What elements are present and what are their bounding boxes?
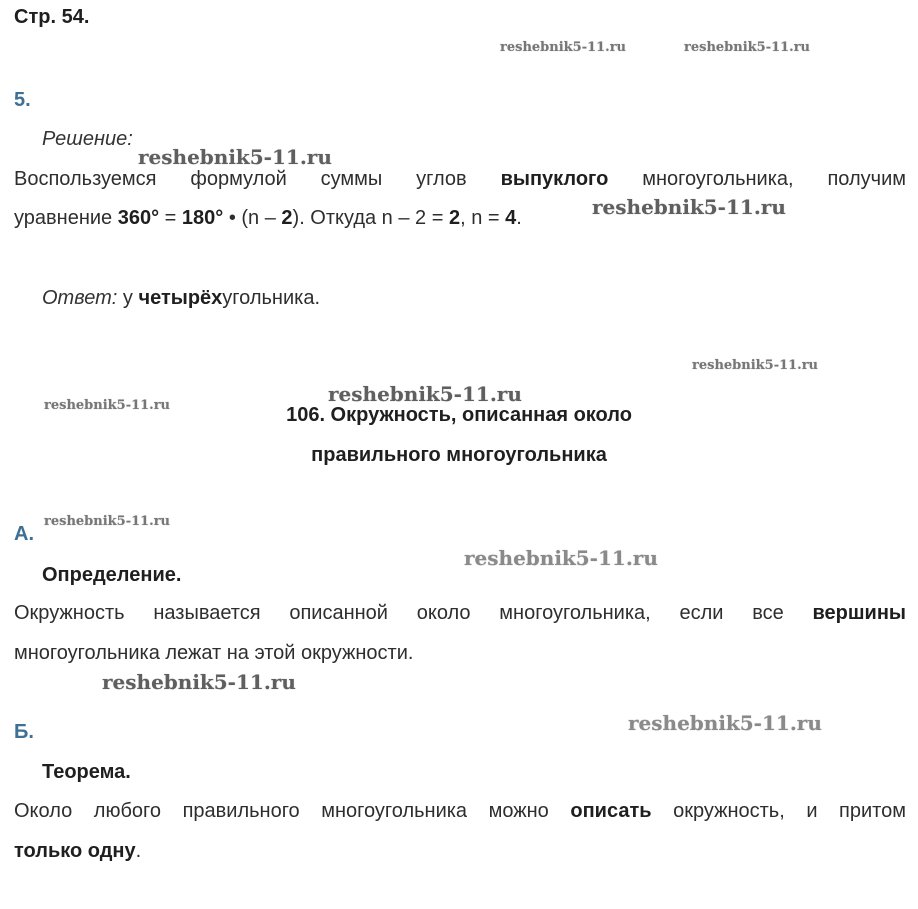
answer-line — [42, 287, 320, 310]
bold-value: 4 — [505, 207, 517, 229]
answer-label: Ответ: — [42, 287, 118, 309]
text: Воспользуемся формулой суммы углов — [14, 168, 501, 190]
bold-term: описать — [570, 800, 652, 822]
section-title-line-1: 106. Окружность, описанная около — [286, 404, 632, 426]
definition-line-1 — [14, 602, 906, 625]
watermark: reshebnik5-11.ru — [44, 514, 171, 529]
bold-value: 2 — [281, 207, 293, 229]
solution-line-1 — [14, 168, 906, 191]
bold-term: выпуклого — [500, 168, 609, 190]
watermark: reshebnik5-11.ru — [102, 670, 296, 694]
text: Около любого правильного многоугольника можно — [14, 800, 571, 822]
solution-label: Решение: — [42, 128, 133, 150]
text: окружность, и притом — [651, 800, 906, 822]
solution-line-2 — [14, 207, 522, 230]
text: угольника. — [222, 287, 320, 309]
watermark: reshebnik5-11.ru — [500, 40, 627, 55]
bold-term: четырёх — [138, 287, 223, 309]
theorem-heading: Теорема. — [42, 761, 131, 783]
watermark: reshebnik5-11.ru — [628, 711, 822, 735]
watermark: reshebnik5-11.ru — [592, 195, 786, 219]
text: ). Откуда n – 2 = — [292, 207, 449, 229]
watermark: reshebnik5-11.ru — [138, 145, 332, 169]
text: Окружность называется описанной около многоугольника, если все — [14, 602, 813, 624]
watermark: reshebnik5-11.ru — [692, 358, 819, 373]
task-number: 5. — [14, 89, 31, 111]
text: . — [516, 207, 522, 229]
watermark: reshebnik5-11.ru — [44, 398, 171, 413]
bold-value: 360° — [117, 207, 160, 229]
theorem-line-2 — [14, 840, 141, 863]
bold-term: вершины — [812, 602, 906, 624]
bold-value: 180° — [181, 207, 224, 229]
theorem-line-1 — [14, 800, 906, 823]
text: • (n – — [223, 207, 282, 229]
watermark: reshebnik5-11.ru — [464, 546, 658, 570]
text: уравнение — [14, 207, 118, 229]
watermark: reshebnik5-11.ru — [684, 40, 811, 55]
part-a-marker: А. — [14, 523, 34, 545]
bold-value: 2 — [448, 207, 461, 229]
page-number-header: Стр. 54. — [14, 6, 90, 28]
section-title-line-2: правильного многоугольника — [311, 444, 607, 466]
bold-term: только одну — [14, 840, 136, 862]
text: = — [159, 207, 182, 229]
text: . — [135, 840, 142, 862]
definition-line-2: многоугольника лежат на этой окружности. — [14, 642, 414, 664]
text: , n = — [460, 207, 506, 229]
watermark: reshebnik5-11.ru — [328, 382, 522, 406]
text: у — [117, 287, 139, 309]
part-b-marker: Б. — [14, 721, 34, 743]
text: многоугольника, получим — [608, 168, 906, 190]
definition-heading: Определение. — [42, 564, 182, 586]
